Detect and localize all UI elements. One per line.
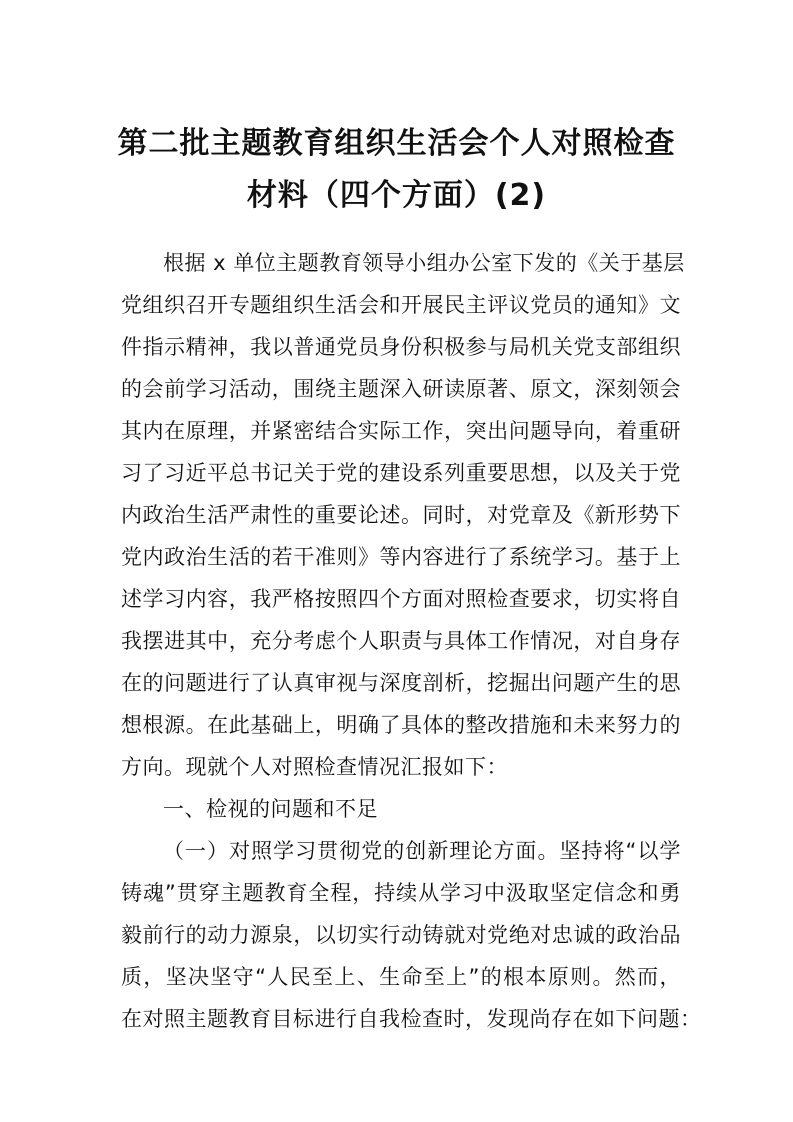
paragraph-1-line: 件指示精神，我以普通党员身份积极参与局机关党支部组织 <box>121 335 681 359</box>
paragraph-2-line: 铸魂”贯穿主题教育全程，持续从学习中汲取坚定信念和勇 <box>121 881 681 905</box>
paragraph-1-line: 习了习近平总书记关于党的建设系列重要思想，以及关于党 <box>121 461 681 485</box>
paragraph-1-line: 我摆进其中，充分考虑个人职责与具体工作情况，对自身存 <box>121 629 681 653</box>
paragraph-1-line: 党组织召开专题组织生活会和开展民主评议党员的通知》文 <box>121 293 681 317</box>
paragraph-1-line: 方向。现就个人对照检查情况汇报如下： <box>121 755 508 779</box>
paragraph-1-line: 内政治生活严肃性的重要论述。同时，对党章及《新形势下 <box>121 503 681 527</box>
paragraph-1-line: 述学习内容，我严格按照四个方面对照检查要求，切实将自 <box>121 587 681 611</box>
paragraph-1-line: 想根源。在此基础上，明确了具体的整改措施和未来努力的 <box>121 713 681 737</box>
paragraph-1-line: 党内政治生活的若干准则》等内容进行了系统学习。基于上 <box>121 545 681 569</box>
paragraph-2-line: （一）对照学习贯彻党的创新理论方面。坚持将“以学 <box>163 839 681 863</box>
paragraph-1-line: 的会前学习活动，围绕主题深入研读原著、原文，深刻领会 <box>121 377 681 401</box>
document-title-line-2: 材料（四个方面）(2) <box>246 178 547 213</box>
paragraph-2-line: 质，坚决坚守“人民至上、生命至上”的根本原则。然而， <box>121 965 681 989</box>
paragraph-2-line: 在对照主题教育目标进行自我检查时，发现尚存在如下问题： <box>121 1007 702 1031</box>
paragraph-1-line: 在的问题进行了认真审视与深度剖析，挖掘出问题产生的思 <box>121 671 681 695</box>
paragraph-1-line: 根据 x 单位主题教育领导小组办公室下发的《关于基层 <box>163 251 685 275</box>
paragraph-1-line: 其内在原理，并紧密结合实际工作，突出问题导向，着重研 <box>121 419 681 443</box>
paragraph-2-line: 毅前行的动力源泉，以切实行动铸就对党绝对忠诚的政治品 <box>121 923 681 947</box>
section-heading: 一、检视的问题和不足 <box>163 797 378 821</box>
document-title-line-1: 第二批主题教育组织生活会个人对照检查 <box>117 126 676 161</box>
